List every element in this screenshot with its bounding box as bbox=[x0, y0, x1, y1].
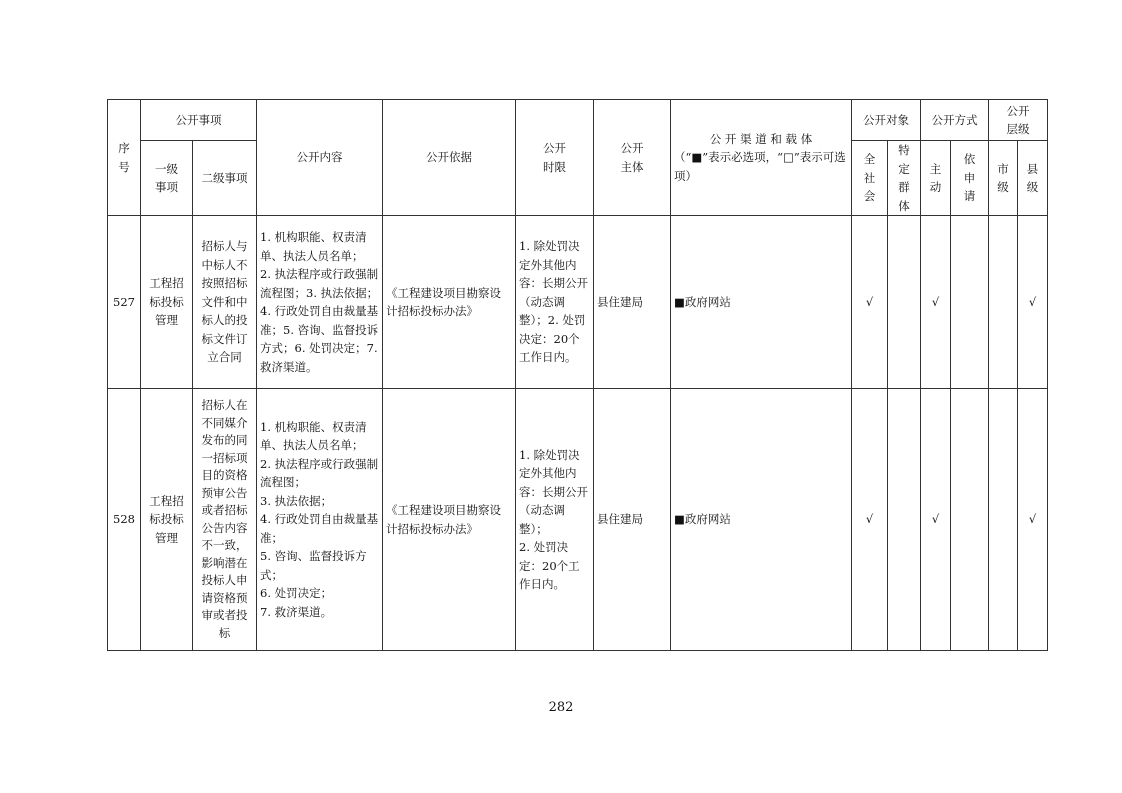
header-item-group: 公开事项 bbox=[141, 100, 257, 141]
header-seq: 序号 bbox=[108, 100, 141, 216]
disclosure-table bbox=[107, 99, 1048, 651]
row-time-limit bbox=[516, 389, 594, 651]
header-basis: 公开依据 bbox=[383, 100, 516, 216]
row-time-limit bbox=[516, 216, 594, 389]
header-row-1 bbox=[108, 100, 1048, 141]
row-level1: 工程招标投标管理 bbox=[141, 389, 193, 651]
row-method-request bbox=[951, 389, 989, 651]
header-channel-line1: 公 开 渠 道 和 载 体 bbox=[709, 131, 813, 146]
row-subject: 县住建局 bbox=[594, 216, 671, 389]
content-line: 1. 机构职能、权责清单、执法人员名单； bbox=[260, 230, 367, 263]
content-line: 2. 执法程序或行政强制流程图；3. 执法依据；4. 行政处罚自由裁量基准；5. 咨询、监督投诉方式；6. 处罚决定；7. 救济渠道。 bbox=[260, 267, 379, 374]
header-channel-line2: （“■”表示必选项，“□”表示可选项） bbox=[674, 150, 846, 183]
header-level-city: 市级 bbox=[989, 141, 1018, 216]
row-level-county: √ bbox=[1018, 216, 1048, 389]
header-target: 公开对象 bbox=[852, 100, 921, 141]
header-method: 公开方式 bbox=[921, 100, 989, 141]
content-line: 7. 救济渠道。 bbox=[260, 604, 333, 619]
time-limit-line: 2. 处罚决定：20个工作日内。 bbox=[519, 540, 580, 591]
content-line: 4. 行政处罚自由裁量基准； bbox=[260, 512, 379, 545]
row-target-specific bbox=[888, 216, 921, 389]
content-line: 1. 机构职能、权责清单、执法人员名单； bbox=[260, 419, 367, 453]
content-line: 2. 执法程序或行政强制流程图； bbox=[260, 456, 379, 490]
row-seq: 528 bbox=[108, 389, 141, 651]
header-level: 公开层级 bbox=[989, 100, 1048, 141]
header-subject: 公开主体 bbox=[594, 100, 671, 216]
row-level1: 工程招标投标管理 bbox=[141, 216, 193, 389]
row-channel: ■政府网站 bbox=[671, 216, 852, 389]
header-level-county: 县级 bbox=[1018, 141, 1048, 216]
time-limit-line: 1. 除处罚决定外其他内容：长期公开（动态调整）； bbox=[519, 447, 588, 536]
header-content: 公开内容 bbox=[257, 100, 383, 216]
content-line: 3. 执法依据； bbox=[260, 493, 333, 508]
row-level2: 招标人在不同媒介发布的同一招标项目的资格预审公告或者招标公告内容不一致，影响潜在投标人申请资格预审或者投标 bbox=[193, 389, 257, 651]
row-target-all: √ bbox=[852, 216, 888, 389]
row-basis: 《工程建设项目勘察设计招标投标办法》 bbox=[383, 216, 516, 389]
header-level1: 一级事项 bbox=[141, 141, 193, 216]
header-channel bbox=[671, 100, 852, 216]
header-time-limit: 公开时限 bbox=[516, 100, 594, 216]
table-row bbox=[108, 216, 1048, 389]
header-target-all: 全社会 bbox=[852, 141, 888, 216]
row-channel: ■政府网站 bbox=[671, 389, 852, 651]
header-target-specific: 特定群体 bbox=[888, 141, 921, 216]
row-content bbox=[257, 216, 383, 389]
content-line: 5. 咨询、监督投诉方式； bbox=[260, 549, 367, 582]
table-row bbox=[108, 389, 1048, 651]
row-target-all: √ bbox=[852, 389, 888, 651]
row-method-request bbox=[951, 216, 989, 389]
row-subject: 县住建局 bbox=[594, 389, 671, 651]
time-limit-line: 1. 除处罚决定外其他内容：长期公开（动态调整）；2. 处罚决定：20个工作日内。 bbox=[519, 239, 588, 365]
row-level-city bbox=[989, 389, 1018, 651]
row-content bbox=[257, 389, 383, 651]
row-basis: 《工程建设项目勘察设计招标投标办法》 bbox=[383, 389, 516, 651]
row-level-city bbox=[989, 216, 1018, 389]
header-method-active: 主动 bbox=[921, 141, 951, 216]
row-target-specific bbox=[888, 389, 921, 651]
row-level2: 招标人与中标人不按照招标文件和中标人的投标文件订立合同 bbox=[193, 216, 257, 389]
page-number: 282 bbox=[548, 700, 574, 715]
row-level-county: √ bbox=[1018, 389, 1048, 651]
row-method-active: √ bbox=[921, 389, 951, 651]
row-seq: 527 bbox=[108, 216, 141, 389]
header-method-request: 依申请 bbox=[951, 141, 989, 216]
header-level2: 二级事项 bbox=[193, 141, 257, 216]
content-line: 6. 处罚决定； bbox=[260, 586, 333, 601]
row-method-active: √ bbox=[921, 216, 951, 389]
